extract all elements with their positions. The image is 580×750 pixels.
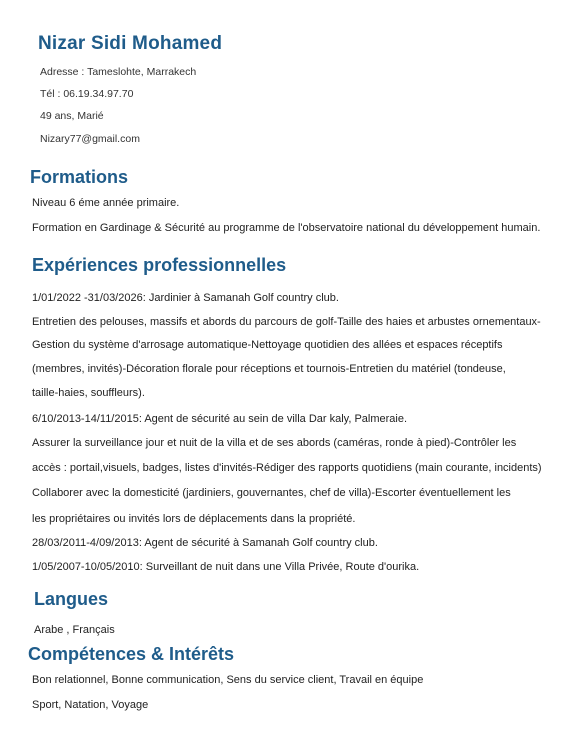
experience-line: Gestion du système d'arrosage automatique-Nettoyage quotidien des allées et espaces réceptifs bbox=[32, 339, 503, 351]
age-status-text: 49 ans, Marié bbox=[40, 110, 104, 122]
experiences-heading: Expériences professionnelles bbox=[32, 255, 287, 275]
address-text: Adresse : Tameslohte, Marrakech bbox=[40, 66, 197, 78]
experience-line: les propriétaires ou invités lors de déplacements dans la propriété. bbox=[32, 513, 356, 525]
experience-line: 1/05/2007-10/05/2010: Surveillant de nuit dans une Villa Privée, Route d'ourika. bbox=[32, 561, 420, 573]
experience-line: Assurer la surveillance jour et nuit de la villa et de ses abords (caméras, ronde à pied)-Contrôler les bbox=[32, 437, 517, 449]
experience-line: 28/03/2011-4/09/2013: Agent de sécurité à Samanah Golf country club. bbox=[32, 537, 378, 549]
experience-line: Collaborer avec la domesticité (jardiniers, gouvernantes, chef de villa)-Escorter éventuellement les bbox=[32, 487, 511, 499]
candidate-name: Nizar Sidi Mohamed bbox=[38, 33, 223, 54]
competences-item: Sport, Natation, Voyage bbox=[32, 699, 149, 711]
langues-item: Arabe , Français bbox=[34, 624, 115, 636]
email-text: Nizary77@gmail.com bbox=[40, 133, 140, 145]
phone-text: Tél : 06.19.34.97.70 bbox=[40, 88, 134, 100]
experience-line: 6/10/2013-14/11/2015: Agent de sécurité au sein de villa Dar kaly, Palmeraie. bbox=[32, 413, 408, 425]
competences-heading: Compétences & Intérêts bbox=[28, 644, 235, 664]
experience-line: accès : portail,visuels, badges, listes d'invités-Rédiger des rapports quotidiens (main courante, incidents) bbox=[32, 462, 542, 474]
experience-line: (membres, invités)-Décoration florale pour réceptions et tournois-Entretien du matériel (tondeuse, bbox=[32, 363, 506, 375]
formation-item: Formation en Gardinage & Sécurité au programme de l'observatoire national du développement humain. bbox=[32, 222, 541, 234]
formations-heading: Formations bbox=[30, 167, 129, 187]
experience-line: Entretien des pelouses, massifs et abords du parcours de golf-Taille des haies et arbustes ornementaux- bbox=[32, 316, 541, 328]
langues-heading: Langues bbox=[34, 589, 109, 609]
competences-item: Bon relationnel, Bonne communication, Sens du service client, Travail en équipe bbox=[32, 674, 424, 686]
experience-line: 1/01/2022 -31/03/2026: Jardinier à Samanah Golf country club. bbox=[32, 292, 339, 304]
formation-item: Niveau 6 éme année primaire. bbox=[32, 197, 180, 209]
experience-line: taille-haies, souffleurs). bbox=[32, 387, 145, 399]
